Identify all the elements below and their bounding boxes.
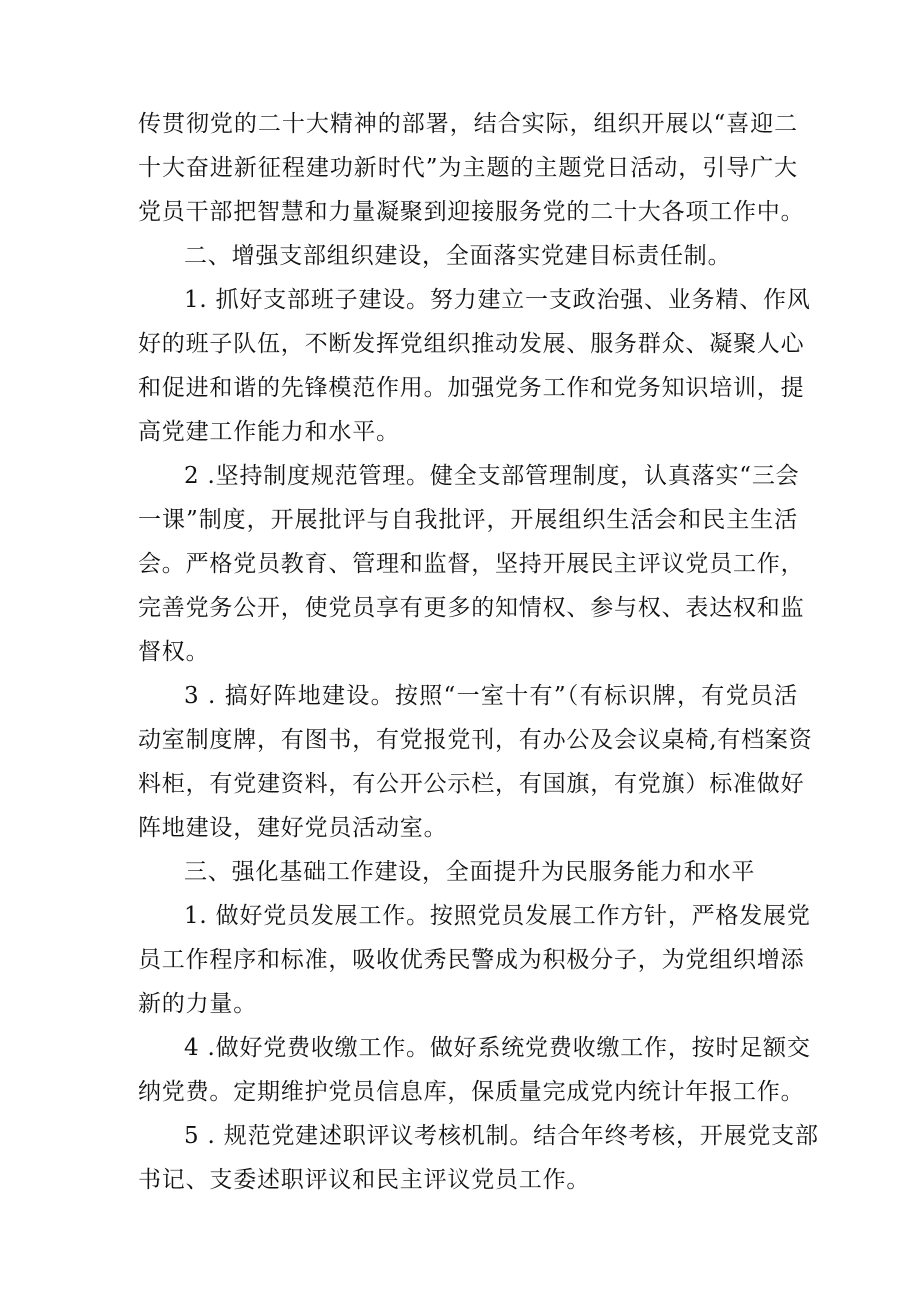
- text-line-17: 阵地建设，建好党员活动室。: [138, 815, 448, 841]
- text-line-11: 会。严格党员教育、管理和监督，坚持开展民主评议党员工作，: [138, 551, 805, 577]
- text-line-14: 3 . 搞好阵地建设。按照“一室十有”（有标识牌，有党员活: [184, 683, 798, 709]
- text-line-16: 料柜，有党建资料，有公开公示栏，有国旗，有党旗）标准做好: [138, 771, 805, 797]
- text-line-5: 1. 抓好支部班子建设。努力建立一支政治强、业务精、作风: [184, 287, 811, 313]
- text-line-10: 一课”制度，开展批评与自我批评，开展组织生活会和民主生活: [138, 507, 798, 533]
- text-line-7: 和促进和谐的先锋模范作用。加强党务工作和党务知识培训，提: [138, 375, 805, 401]
- text-line-9: 2 .坚持制度规范管理。健全支部管理制度，认真落实“三会: [184, 463, 800, 489]
- text-line-2: 十大奋进新征程建功新时代”为主题的主题党日活动，引导广大: [138, 155, 798, 181]
- text-line-19: 1. 做好党员发展工作。按照党员发展工作方针，严格发展党: [184, 903, 811, 929]
- text-line-24: 5 . 规范党建述职评议考核机制。结合年终考核，开展党支部: [184, 1123, 819, 1149]
- section-heading-2: 二、增强支部组织建设，全面落实党建目标责任制。: [184, 243, 732, 269]
- text-line-21: 新的力量。: [138, 991, 257, 1017]
- text-line-22: 4 .做好党费收缴工作。做好系统党费收缴工作，按时足额交: [184, 1035, 811, 1061]
- text-line-20: 员工作程序和标准，吸收优秀民警成为积极分子，为党组织增添: [138, 947, 805, 973]
- text-line-6: 好的班子队伍，不断发挥党组织推动发展、服务群众、凝聚人心: [138, 331, 805, 357]
- text-line-12: 完善党务公开，使党员享有更多的知情权、参与权、表达权和监: [138, 595, 805, 621]
- section-heading-3: 三、强化基础工作建设，全面提升为民服务能力和水平: [184, 859, 756, 885]
- text-line-3: 党员干部把智慧和力量凝聚到迎接服务党的二十大各项工作中。: [138, 199, 805, 225]
- text-line-25: 书记、支委述职评议和民主评议党员工作。: [138, 1167, 591, 1193]
- text-line-13: 督权。: [138, 639, 210, 665]
- text-line-23: 纳党费。定期维护党员信息库，保质量完成党内统计年报工作。: [138, 1079, 805, 1105]
- text-line-8: 高党建工作能力和水平。: [138, 419, 400, 445]
- text-line-15: 动室制度牌，有图书，有党报党刊，有办公及会议桌椅,有档案资: [138, 727, 813, 753]
- text-line-1: 传贯彻党的二十大精神的部署，结合实际，组织开展以“喜迎二: [138, 111, 798, 137]
